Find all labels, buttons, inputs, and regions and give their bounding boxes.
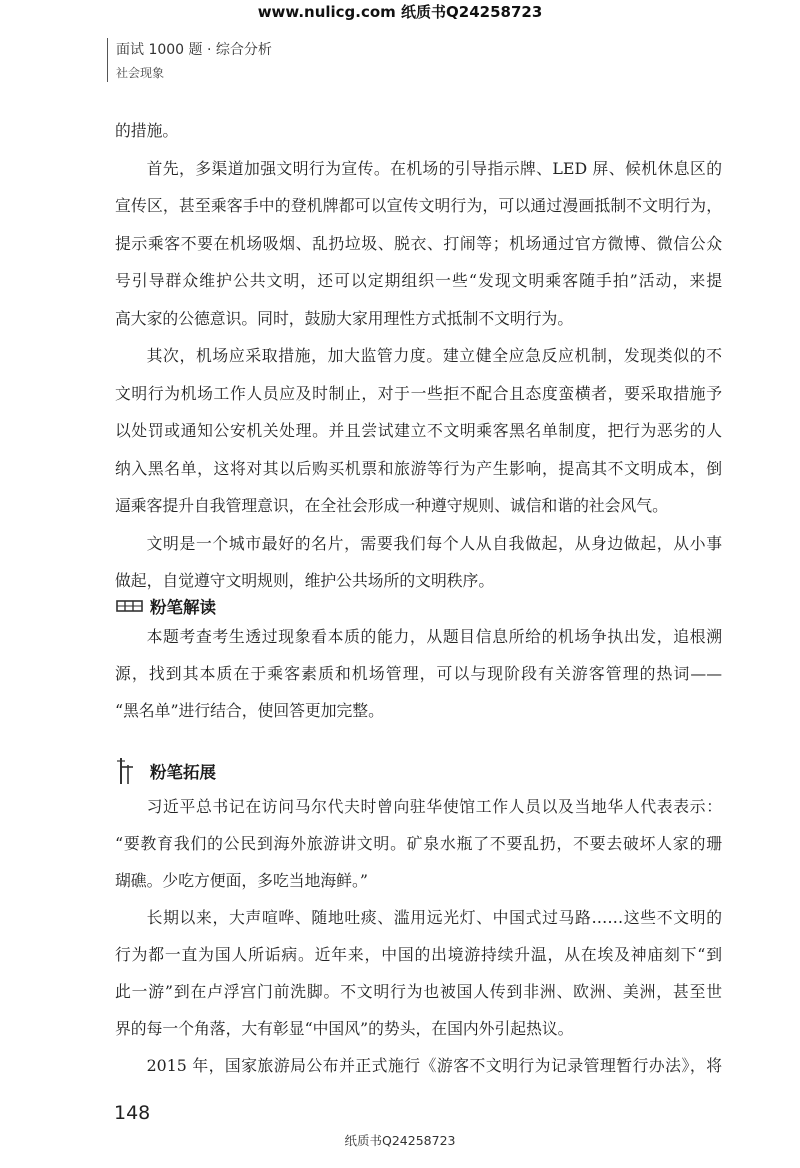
bottom-watermark: 纸质书Q24258723 [344,1133,456,1148]
text-line: 逼乘客提升自我管理意识，在全社会形成一种遵守规则、诚信和谐的社会风气。 [115,496,668,515]
main-text [115,112,722,600]
section-text [115,788,722,1084]
paragraph [115,788,722,899]
paragraph [115,112,722,150]
text-line: 本题考查考生透过现象看本质的能力，从题目信息所给的机场争执出发，追根溯 [146,626,722,646]
text-line: 文明行为机场工作人员应及时制止，对于一些拒不配合且态度蛮横者，要采取措施予 [115,383,722,403]
book-title: 面试 1000 题 · 综合分析 [116,42,272,58]
text-line: 其次，机场应采取措施，加大监管力度。建立健全应急反应机制，发现类似的不 [146,346,722,365]
paragraph [115,618,722,729]
text-line: 首先，多渠道加强文明行为宣传。在机场的引导指示牌、LED 屏、候机休息区的 [146,158,722,178]
text-line: 习近平总书记在访问马尔代夫时曾向驻华使馆工作人员以及当地华人代表表示： [146,796,722,816]
top-watermark: www.nulicg.com 纸质书Q24258723 [257,3,543,21]
text-line: 提示乘客不要在机场吸烟、乱扔垃圾、脱衣、打闹等；机场通过官方微博、微信公众 [115,233,722,253]
page-number: 148 [114,1102,151,1124]
section-title: 粉笔解读 [150,598,216,617]
chapter-title: 社会现象 [116,66,165,80]
paragraph [115,525,722,600]
text-line: 源，找到其本质在于乘客素质和机场管理，可以与现阶段有关游客管理的热词—— [115,663,722,683]
text-line: 纳入黑名单，这将对其以后购买机票和旅游等行为产生影响，提高其不文明成本，倒 [115,458,722,478]
text-line: 界的每一个角落，大有彰显“中国风”的势头，在国内外引起热议。 [115,1018,574,1038]
bracket-icon [115,758,145,784]
header-divider [107,38,108,82]
paragraph [115,337,722,525]
text-line: 此一游”到在卢浮宫门前洗脚。不文明行为也被国人传到非洲、欧洲、美洲，甚至世 [115,981,722,1001]
text-line: 做起，自觉遵守文明规则，维护公共场所的文明秩序。 [115,571,495,590]
section-heading [115,593,216,619]
text-line: 高大家的公德意识。同时，鼓励大家用理性方式抵制不文明行为。 [115,308,574,328]
text-line: 号引导群众维护公共文明，还可以定期组织一些“发现文明乘客随手拍”活动，来提 [115,271,722,290]
section-heading [115,758,216,784]
text-line: “黑名单”进行结合，使回答更加完整。 [115,700,384,720]
text-line: 行为都一直为国人所诟病。近年来，中国的出境游持续升温，从在埃及神庙刻下“到 [115,944,722,964]
chalk-icon [115,593,145,619]
section-title: 粉笔拓展 [150,763,216,782]
section-text [115,618,722,729]
text-line: 长期以来，大声喧哗、随地吐痰、滥用远光灯、中国式过马路……这些不文明的 [146,907,722,927]
paragraph [115,1047,722,1084]
text-line: 瑚礁。少吃方便面，多吃当地海鲜。” [115,870,368,890]
text-line: 2015 年，国家旅游局公布并正式施行《游客不文明行为记录管理暂行办法》，将 [146,1055,722,1075]
paragraph [115,150,722,338]
text-line: 文明是一个城市最好的名片，需要我们每个人从自我做起，从身边做起，从小事 [146,533,722,553]
text-line: “要教育我们的公民到海外旅游讲文明。矿泉水瓶了不要乱扔，不要去破坏人家的珊 [115,833,722,853]
text-line: 的措施。 [115,121,179,140]
text-line: 以处罚或通知公安机关处理。并且尝试建立不文明乘客黑名单制度，把行为恶劣的人 [115,421,722,440]
paragraph [115,899,722,1047]
text-line: 宣传区，甚至乘客手中的登机牌都可以宣传文明行为，可以通过漫画抵制不文明行为， [115,196,722,215]
